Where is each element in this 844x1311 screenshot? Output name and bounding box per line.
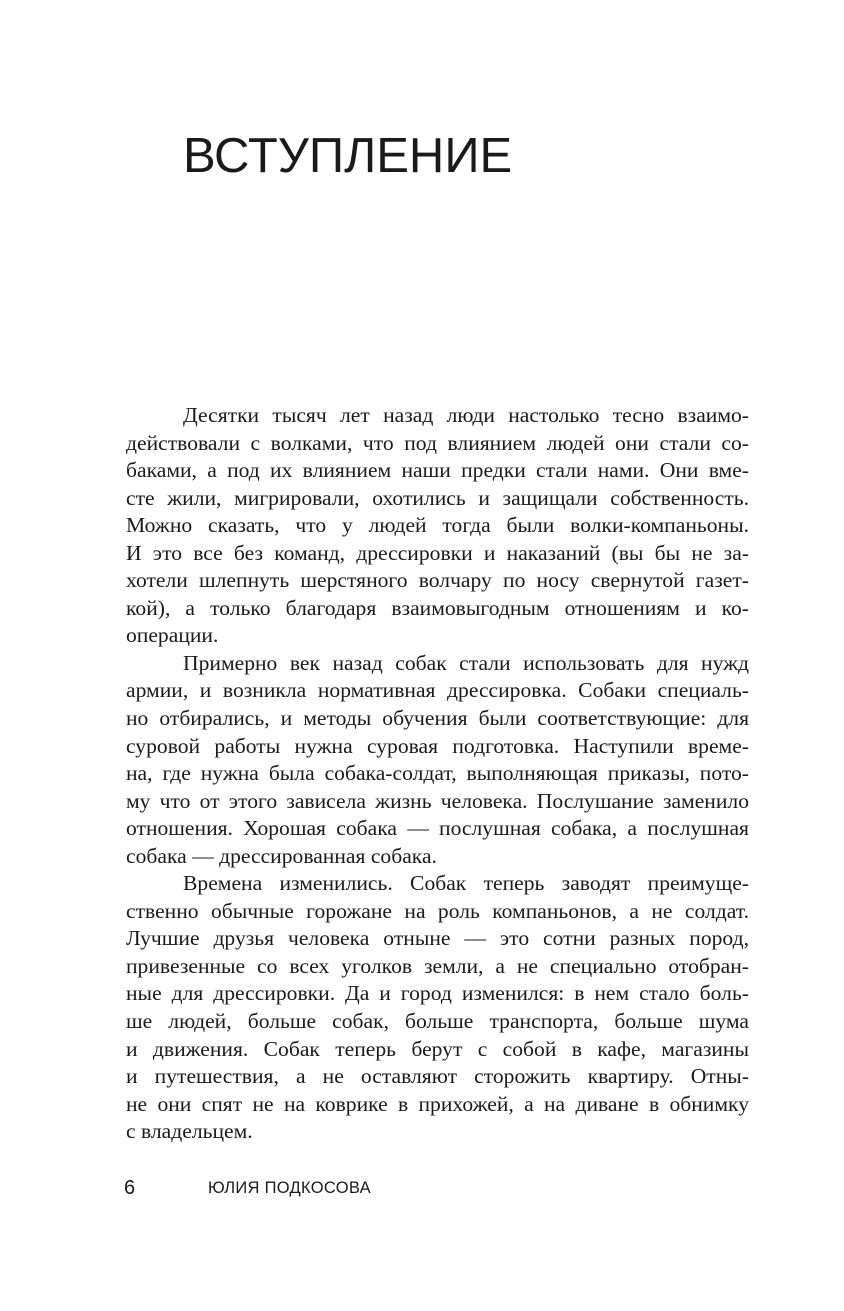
running-head-author: ЮЛИЯ ПОДКОСОВА	[208, 1179, 371, 1197]
text-line: и движения. Собак теперь берут с собой в кафе, магазины	[126, 1036, 749, 1061]
text-line: но отбирались, и методы обучения были соответствующие: для	[126, 706, 749, 731]
text-line: И это все без команд, дрессировки и наказаний (вы бы не за-	[126, 540, 749, 565]
text-line: и путешествия, а не оставляют сторожить квартиру. Отны-	[126, 1064, 749, 1089]
page-number: 6	[124, 1177, 136, 1199]
text-line: сте жили, мигрировали, охотились и защищали собственность.	[126, 485, 749, 510]
text-line: суровой работы нужна суровая подготовка. Наступили време-	[126, 733, 749, 758]
text-line: отношения. Хорошая собака — послушная собака, а послушная	[126, 816, 749, 841]
text-line: хотели шлепнуть шерстяного волчару по носу свернутой газет-	[126, 568, 749, 593]
text-line: Примерно век назад собак стали использовать для нужд	[183, 650, 749, 675]
text-line: действовали с волками, что под влиянием людей они стали со-	[126, 430, 749, 455]
text-line: Лучшие друзья человека отныне — это сотни разных пород,	[126, 926, 749, 951]
text-line: ные для дрессировки. Да и город изменился: в нем стало боль-	[126, 981, 749, 1006]
text-line: ственно обычные горожане на роль компаньонов, а не солдат.	[126, 898, 749, 923]
text-line: баками, а под их влиянием наши предки стали нами. Они вме-	[126, 458, 749, 483]
text-line: привезенные со всех уголков земли, а не специально отобран-	[126, 953, 749, 978]
text-line: му что от этого зависела жизнь человека. Послушание заменило	[126, 788, 749, 813]
body-text	[126, 402, 749, 1146]
text-line: Десятки тысяч лет назад люди настолько тесно взаимо-	[183, 403, 749, 427]
text-line: кой), а только благодаря взаимовыгодным отношениям и ко-	[126, 595, 749, 620]
text-line: собака — дрессированная собака.	[126, 843, 437, 868]
text-line: армии, и возникла нормативная дрессировка. Собаки специаль-	[126, 678, 749, 703]
text-line: ше людей, больше собак, больше транспорта, больше шума	[126, 1009, 749, 1034]
text-line: с владельцем.	[126, 1119, 253, 1144]
chapter-title: ВСТУПЛЕНИЕ	[183, 129, 513, 183]
text-line: Можно сказать, что у людей тогда были волки-компаньоны.	[126, 513, 749, 538]
text-line: операции.	[126, 623, 219, 648]
text-line: Времена изменились. Собак теперь заводят преимуще-	[183, 871, 749, 896]
text-line: на, где нужна была собака-солдат, выполняющая приказы, пото-	[126, 761, 749, 786]
text-line: не они спят не на коврике в прихожей, а на диване в обнимку	[126, 1091, 749, 1116]
